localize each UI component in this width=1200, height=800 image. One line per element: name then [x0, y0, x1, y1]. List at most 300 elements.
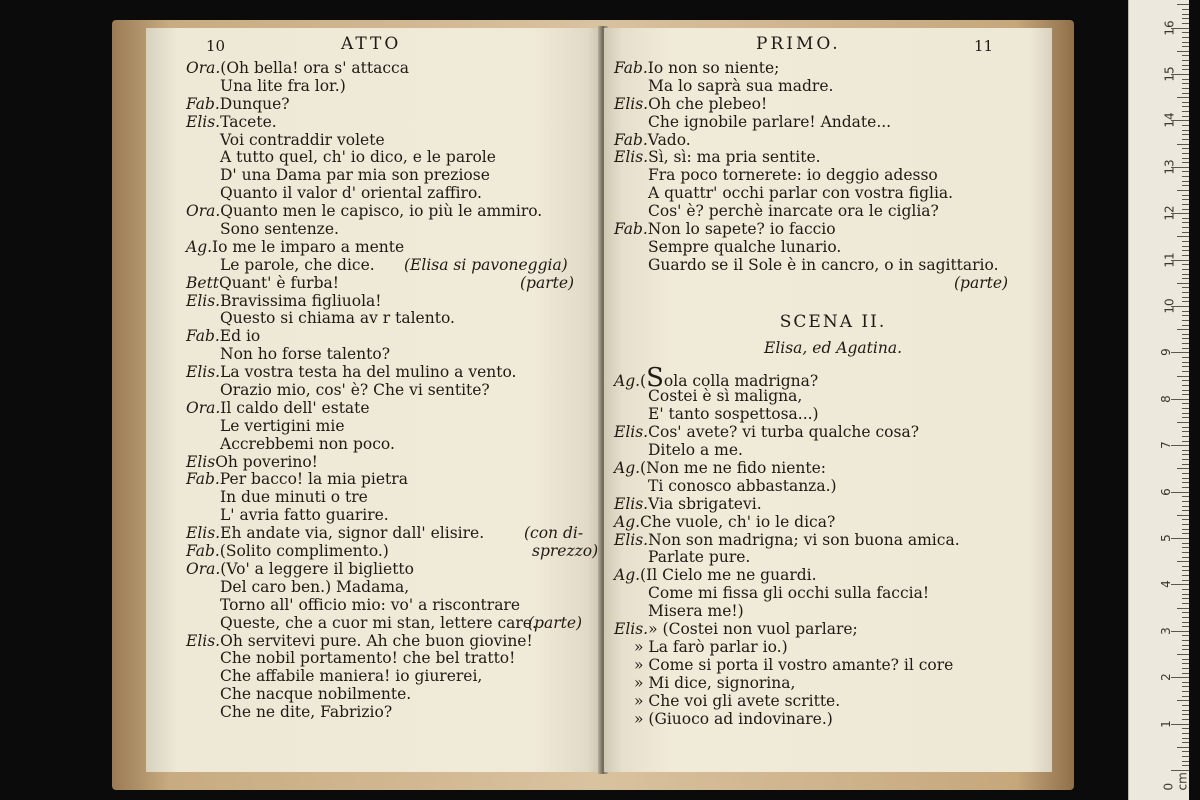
- speaker-name: Elis.: [614, 423, 649, 442]
- ruler-tick: [1182, 79, 1189, 80]
- ruler-tick: [1177, 747, 1189, 748]
- ruler-tick: [1182, 566, 1189, 567]
- line-text: Che nobil portamento! che bel tratto!: [220, 649, 516, 668]
- line-text: Che ignobile parlare! Andate...: [648, 112, 892, 131]
- speaker-name: Fab.: [186, 327, 220, 346]
- ruler-tick: [1182, 594, 1189, 595]
- ruler-tick: [1182, 287, 1189, 288]
- ruler-tick: [1182, 83, 1189, 84]
- line-text: » Come si porta il vostro amante? il core: [634, 655, 954, 674]
- ruler-tick: [1182, 343, 1189, 344]
- ruler-tick: [1182, 427, 1189, 428]
- text-line: [614, 275, 1052, 293]
- text-line: [186, 328, 601, 346]
- ruler-tick: [1182, 598, 1189, 599]
- line-text: » La farò parlar io.): [634, 637, 788, 656]
- ruler-tick: [1171, 677, 1189, 678]
- ruler-tick: [1177, 515, 1189, 516]
- ruler-tick: [1171, 492, 1189, 493]
- text-line: [186, 436, 601, 454]
- ruler-label: 13: [1162, 159, 1177, 175]
- left-page: [146, 28, 601, 772]
- speaker-name: Ora.: [186, 398, 221, 417]
- text-line: [614, 603, 1052, 621]
- speaker-name: Elis.: [186, 524, 221, 543]
- text-line: [614, 621, 1052, 639]
- ruler-tick: [1182, 390, 1189, 391]
- ruler-tick: [1182, 510, 1189, 511]
- ruler-tick: [1177, 329, 1189, 330]
- line-text: Che affabile maniera! io giurerei,: [220, 667, 483, 686]
- speaker-name: Elis.: [186, 631, 221, 650]
- ruler-tick: [1182, 603, 1189, 604]
- text-line: [186, 203, 601, 221]
- text-line: [614, 424, 1052, 442]
- speaker-name: Elis.: [614, 530, 649, 549]
- ruler-label: 15: [1162, 66, 1177, 82]
- ruler-tick: [1182, 102, 1189, 103]
- text-line: [186, 382, 601, 400]
- line-text: Io me le imparo a mente: [212, 237, 405, 256]
- text-line: [186, 525, 601, 543]
- line-text: Le parole, che dice.: [220, 255, 375, 274]
- text-line: [186, 132, 601, 150]
- ruler-tick: [1182, 227, 1189, 228]
- ruler-tick: [1182, 246, 1189, 247]
- ruler-label: 11: [1162, 251, 1177, 268]
- ruler-tick: [1182, 622, 1189, 623]
- speaker-name: Elis.: [614, 620, 649, 639]
- line-text: Ed io: [219, 327, 261, 346]
- ruler-label: 16: [1162, 19, 1177, 36]
- ruler-tick: [1182, 357, 1189, 358]
- text-line: [186, 114, 601, 132]
- ruler-tick: [1182, 69, 1189, 70]
- ruler-tick: [1182, 158, 1189, 159]
- ruler-tick: [1182, 320, 1189, 321]
- ruler-tick: [1177, 283, 1189, 284]
- ruler-tick: [1182, 714, 1189, 715]
- text-line: [186, 668, 601, 686]
- line-text: Quant' è furba!: [219, 273, 339, 292]
- text-line: [614, 657, 1052, 675]
- page-number-right: 11: [974, 37, 994, 55]
- ruler-tick: [1177, 608, 1189, 609]
- line-text: Non lo sapete? io faccio: [647, 220, 836, 239]
- line-text: » Che voi gli avete scritte.: [634, 691, 841, 710]
- ruler-tick: [1182, 42, 1189, 43]
- line-text: Questo si chiama av r talento.: [220, 309, 455, 328]
- ruler-tick: [1182, 139, 1189, 140]
- line-text: Il caldo dell' estate: [220, 398, 370, 417]
- drop-cap: S: [646, 362, 664, 393]
- ruler-tick: [1182, 348, 1189, 349]
- ruler-label: 10: [1162, 298, 1177, 314]
- ruler-tick: [1182, 55, 1189, 56]
- running-header-right: PRIMO.: [756, 34, 841, 54]
- text-line: [186, 239, 601, 257]
- text-line: [186, 167, 601, 185]
- ruler-label: 6: [1158, 487, 1173, 496]
- text-line: [614, 239, 1052, 257]
- line-text: Quanto men le capisco, io più le ammiro.: [220, 202, 543, 221]
- stage-direction: (con di-: [524, 524, 584, 543]
- speaker-name: Elis: [186, 452, 216, 471]
- stage-direction: sprezzo): [532, 542, 599, 561]
- ruler-tick: [1182, 645, 1189, 646]
- line-text: Dunque?: [219, 94, 290, 113]
- text-line: [614, 167, 1052, 185]
- ruler-tick: [1182, 32, 1189, 33]
- ruler-tick: [1182, 506, 1189, 507]
- ruler-tick: [1182, 134, 1189, 135]
- ruler-tick: [1182, 733, 1189, 734]
- ruler-tick: [1182, 362, 1189, 363]
- text-line: [186, 364, 601, 382]
- text-line: [614, 149, 1052, 167]
- speaker-name: Elis.: [186, 291, 221, 310]
- text-line: [614, 60, 1052, 78]
- text-line: [614, 406, 1052, 424]
- ruler-tick: [1182, 153, 1189, 154]
- text-line: [614, 532, 1052, 550]
- ruler-tick: [1182, 218, 1189, 219]
- speaker-name: Ag.: [614, 566, 641, 585]
- ruler-label: 12: [1162, 205, 1177, 221]
- text-line: [186, 346, 601, 364]
- ruler-tick: [1182, 325, 1189, 326]
- ruler-tick: [1182, 65, 1189, 66]
- ruler-tick: [1171, 584, 1189, 585]
- ruler-tick: [1182, 232, 1189, 233]
- text-line: [186, 454, 601, 472]
- ruler-label: 1: [1158, 719, 1173, 728]
- ruler-tick: [1182, 338, 1189, 339]
- stage-direction: (parte): [520, 273, 575, 292]
- ruler-tick: [1182, 181, 1189, 182]
- ruler-tick: [1182, 106, 1189, 107]
- line-text: Per bacco! la mia pietra: [219, 470, 408, 489]
- speaker-name: Elis.: [186, 363, 221, 382]
- line-text: A tutto quel, ch' io dico, e le parole: [220, 148, 496, 167]
- text-line: [186, 686, 601, 704]
- line-text: Ti conosco abbastanza.): [648, 476, 837, 495]
- line-text: Sono sentenze.: [220, 220, 339, 239]
- ruler-tick: [1177, 236, 1189, 237]
- ruler-tick: [1182, 482, 1189, 483]
- ruler-tick: [1182, 738, 1189, 739]
- ruler-tick: [1177, 654, 1189, 655]
- text-line: [186, 310, 601, 328]
- text-line: [186, 185, 601, 203]
- ruler-tick: [1182, 311, 1189, 312]
- line-text: » (Giuoco ad indovinare.): [634, 709, 833, 728]
- ruler-tick: [1182, 37, 1189, 38]
- text-line: [186, 275, 601, 293]
- stage-direction: (parte): [954, 273, 1009, 292]
- text-line: [614, 549, 1052, 567]
- ruler-tick: [1182, 130, 1189, 131]
- ruler-label: 9: [1158, 348, 1173, 357]
- ruler-tick: [1177, 144, 1189, 145]
- ruler-tick: [1182, 626, 1189, 627]
- line-text: Cos' è? perchè inarcate ora le ciglia?: [648, 202, 939, 221]
- text-line: [614, 362, 1052, 393]
- ruler-tick: [1182, 116, 1189, 117]
- ruler-tick: [1177, 422, 1189, 423]
- line-text: Una lite fra lor.): [220, 76, 346, 95]
- text-line: [186, 579, 601, 597]
- ruler-tick: [1182, 575, 1189, 576]
- ruler-tick: [1182, 88, 1189, 89]
- scene-title: SCENA II.: [779, 311, 887, 332]
- ruler-tick: [1182, 751, 1189, 752]
- ruler-tick: [1182, 162, 1189, 163]
- ruler-tick: [1182, 195, 1189, 196]
- speaker-name: Ora.: [186, 202, 221, 221]
- ruler-tick: [1182, 176, 1189, 177]
- ruler-tick: [1182, 464, 1189, 465]
- ruler-tick: [1182, 292, 1189, 293]
- ruler-tick: [1182, 301, 1189, 302]
- text-line: [614, 257, 1052, 275]
- ruler-tick: [1182, 691, 1189, 692]
- ruler-tick: [1182, 60, 1189, 61]
- ruler-tick: [1177, 51, 1189, 52]
- line-text: Oh poverino!: [215, 452, 318, 471]
- ruler-tick: [1182, 529, 1189, 530]
- ruler-tick: [1182, 496, 1189, 497]
- text-line: [614, 639, 1052, 657]
- ruler-tick: [1182, 380, 1189, 381]
- text-line: [614, 711, 1052, 729]
- ruler-tick: [1182, 394, 1189, 395]
- ruler-tick: [1177, 468, 1189, 469]
- line-text: Oh che plebeo!: [648, 94, 768, 113]
- ruler-tick: [1182, 547, 1189, 548]
- line-text: Che ne dite, Fabrizio?: [220, 703, 393, 722]
- speaker-name: Fab.: [186, 470, 220, 489]
- ruler-tick: [1182, 441, 1189, 442]
- right-page: [604, 28, 1052, 772]
- text-line: [614, 693, 1052, 711]
- text-line: [186, 507, 601, 525]
- ruler-tick: [1182, 668, 1189, 669]
- ruler-tick: [1182, 403, 1189, 404]
- line-text: Eh andate via, signor dall' elisire.: [220, 524, 485, 543]
- text-line: [614, 514, 1052, 532]
- line-text: (Vo' a leggere il biglietto: [220, 559, 414, 578]
- ruler-tick: [1182, 459, 1189, 460]
- ruler-tick: [1182, 297, 1189, 298]
- line-text: Costei è sì maligna,: [648, 387, 803, 406]
- line-text: Cos' avete? vi turba qualche cosa?: [648, 423, 920, 442]
- text-line: [614, 132, 1052, 150]
- ruler-tick: [1182, 524, 1189, 525]
- ruler-tick: [1182, 557, 1189, 558]
- speaker-name: Fab.: [614, 59, 648, 77]
- line-text: Accrebbemi non poco.: [220, 434, 395, 453]
- ruler-tick: [1182, 728, 1189, 729]
- ruler-tick: [1182, 756, 1189, 757]
- text-line: [186, 650, 601, 668]
- speaker-name: Elis.: [614, 494, 649, 513]
- ruler-tick: [1182, 487, 1189, 488]
- line-text: Sempre qualche lunario.: [648, 237, 842, 256]
- ruler-tick: [1182, 185, 1189, 186]
- line-text: (Non me ne fido niente:: [640, 459, 827, 478]
- ruler-tick: [1182, 46, 1189, 47]
- line-text: Voi contraddir volete: [220, 130, 385, 149]
- ruler-tick: [1182, 125, 1189, 126]
- ruler-tick: [1182, 710, 1189, 711]
- ruler-tick: [1182, 454, 1189, 455]
- speaker-name: Ag.: [614, 512, 641, 531]
- speaker-name: Elis.: [614, 148, 649, 167]
- ruler-label: 0 cm: [1161, 772, 1190, 791]
- ruler-tick: [1182, 450, 1189, 451]
- ruler-tick: [1182, 436, 1189, 437]
- running-header-left: ATTO: [341, 34, 402, 54]
- ruler-tick: [1182, 635, 1189, 636]
- line-text: Del caro ben.) Madama,: [220, 577, 410, 596]
- ruler-tick: [1182, 111, 1189, 112]
- left-page-text: [146, 60, 601, 722]
- stage-direction: (parte): [528, 613, 583, 632]
- text-line: [186, 400, 601, 418]
- line-text: Sì, sì: ma pria sentite.: [648, 148, 821, 167]
- line-text: A quattr' occhi parlar con vostra figlia.: [648, 184, 954, 203]
- ruler-tick: [1182, 278, 1189, 279]
- ruler-label: 14: [1162, 112, 1177, 129]
- ruler-tick: [1182, 209, 1189, 210]
- ruler-tick: [1182, 315, 1189, 316]
- speaker-name: Fab.: [186, 542, 220, 561]
- line-text: Vado.: [647, 130, 691, 149]
- ruler-tick: [1182, 612, 1189, 613]
- line-text: (Il Cielo me ne guardi.: [640, 566, 817, 585]
- text-line: [186, 293, 601, 311]
- speaker-name: Ag.: [614, 459, 641, 478]
- ruler-label: 7: [1158, 441, 1173, 450]
- ruler-tick: [1182, 241, 1189, 242]
- ruler-tick: [1182, 519, 1189, 520]
- ruler-tick: [1171, 724, 1189, 725]
- text-line: [186, 418, 601, 436]
- ruler-tick: [1182, 761, 1189, 762]
- line-text: » Mi dice, signorina,: [634, 673, 796, 692]
- measuring-ruler: [1128, 0, 1189, 800]
- ruler-tick: [1177, 97, 1189, 98]
- ruler-tick: [1171, 352, 1189, 353]
- ruler-tick: [1182, 543, 1189, 544]
- ruler-tick: [1177, 700, 1189, 701]
- text-line: [614, 585, 1052, 603]
- ruler-tick: [1182, 673, 1189, 674]
- ruler-label: 5: [1158, 534, 1173, 542]
- ruler-tick: [1182, 93, 1189, 94]
- text-line: [614, 567, 1052, 585]
- ruler-tick: [1182, 274, 1189, 275]
- text-line: [186, 60, 601, 78]
- text-line: [186, 149, 601, 167]
- ruler-tick: [1182, 659, 1189, 660]
- line-text: Oh servitevi pure. Ah che buon giovine!: [220, 631, 533, 650]
- text-line: [186, 543, 601, 561]
- ruler-tick: [1171, 399, 1189, 400]
- speaker-name: Elis.: [614, 94, 649, 113]
- ruler-tick: [1182, 199, 1189, 200]
- ruler-tick: [1171, 445, 1189, 446]
- ruler-tick: [1182, 742, 1189, 743]
- ruler-tick: [1182, 204, 1189, 205]
- line-text: Le vertigini mie: [220, 416, 345, 435]
- line-text: Che vuole, ch' io le dica?: [640, 512, 836, 531]
- text-line: [186, 597, 601, 615]
- page-number-left: 10: [206, 37, 226, 55]
- ruler-tick: [1182, 9, 1189, 10]
- line-text: Tacete.: [220, 112, 277, 131]
- line-text: In due minuti o tre: [220, 488, 368, 507]
- ruler-tick: [1177, 561, 1189, 562]
- ruler-tick: [1182, 417, 1189, 418]
- ruler-tick: [1182, 408, 1189, 409]
- text-line: [614, 78, 1052, 96]
- ruler-tick: [1171, 631, 1189, 632]
- ruler-tick: [1182, 719, 1189, 720]
- ruler-label: 8: [1158, 394, 1173, 403]
- text-line: [614, 442, 1052, 460]
- ruler-label: 4: [1158, 580, 1173, 589]
- ruler-tick: [1182, 617, 1189, 618]
- text-line: [614, 114, 1052, 132]
- ruler-tick: [1182, 580, 1189, 581]
- ruler-tick: [1182, 334, 1189, 335]
- text-line: [186, 633, 601, 651]
- speaker-name: Ag.: [186, 237, 213, 256]
- line-text: La vostra testa ha del mulino a vento.: [220, 363, 517, 382]
- text-line: [186, 96, 601, 114]
- line-text: (Solito complimento.): [219, 542, 389, 561]
- ruler-tick: [1182, 171, 1189, 172]
- ruler-tick: [1177, 190, 1189, 191]
- ruler-label: 2: [1158, 673, 1173, 682]
- ruler-tick: [1182, 250, 1189, 251]
- text-line: [186, 471, 601, 489]
- speaker-name: Fab.: [614, 130, 648, 149]
- text-line: [186, 78, 601, 96]
- line-text: Non ho forse talento?: [220, 345, 391, 364]
- ruler-tick: [1182, 14, 1189, 15]
- text-line: [614, 675, 1052, 693]
- line-text: Guardo se il Sole è in cancro, o in sagittario.: [648, 255, 999, 274]
- speaker-name: Fab.: [614, 220, 648, 239]
- ruler-tick: [1182, 148, 1189, 149]
- speaker-name: Ag.: [614, 371, 641, 390]
- ruler-tick: [1182, 682, 1189, 683]
- speaker-name: Bett: [186, 273, 220, 292]
- line-text: L' avria fatto guarire.: [220, 506, 389, 525]
- ruler-tick: [1182, 371, 1189, 372]
- line-text: (Sola colla madrigna?: [640, 362, 819, 393]
- text-line: [614, 185, 1052, 203]
- text-line: [186, 615, 601, 633]
- text-line: [614, 388, 1052, 406]
- ruler-tick: [1177, 4, 1189, 5]
- speaker-name: Fab.: [186, 94, 220, 113]
- ruler-tick: [1182, 478, 1189, 479]
- text-line: [614, 460, 1052, 478]
